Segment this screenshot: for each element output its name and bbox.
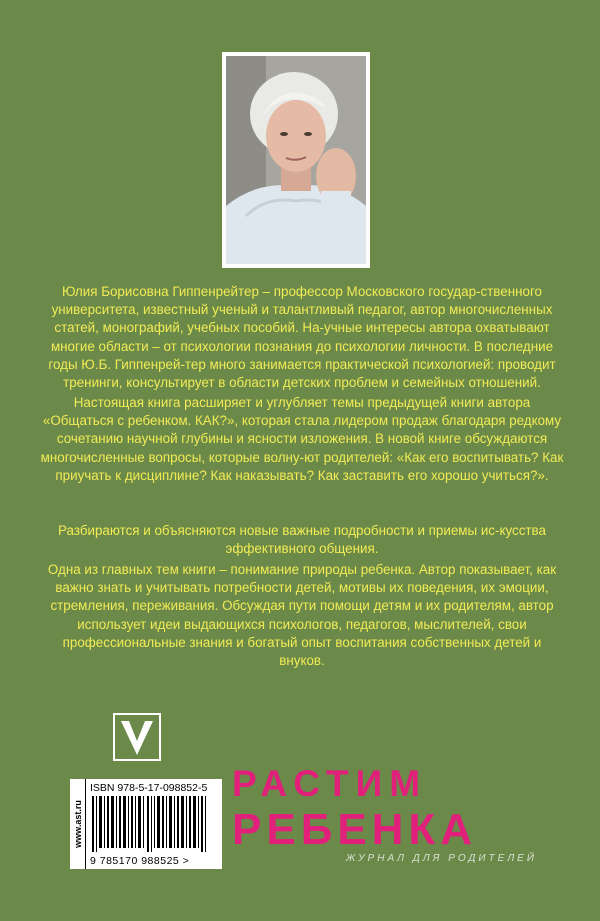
author-bio: Юлия Борисовна Гиппенрейтер – профессор Московского государ-ственного университета, известный ученый и талантливый педагог, автор многочисленных статей, монографий, учебных пособий. На-учные интересы автора охватывают многие области – от психологии познания до психологии личности. В последние годы Ю.Б. Гиппенрей-тер много занимается практической психологией: проводит тренинги, консультирует в области детских проблем и семейных отношений. [48,284,556,391]
author-photo [222,52,370,268]
barcode-digits: 9 785170 988525 > [90,855,190,867]
book-description-paragraph: Разбираются и объясняются новые важные подробности и приемы ис-кусства эффективного общения. [58,523,546,557]
v-logo-icon [113,713,161,761]
portrait-drawing [226,56,366,264]
book-description-paragraph: Настоящая книга расширяет и углубляет темы предыдущей книги автора «Общаться с ребенком. КАК?», которая стала лидером продаж благодаря редкому сочетанию научной глубины и ясности изложения. В новой книге обсуждаются многочисленные вопросы, которые волну-ют родителей: «Как его воспитывать? Как приучать к дисциплине? Как наказывать? Как заставить его хорошо учиться?». [40,395,564,483]
publisher-url: www.ast.ru [72,800,83,848]
series-subtitle: ЖУРНАЛ ДЛЯ РОДИТЕЛЕЙ [346,853,538,864]
publisher-url-label [70,779,86,869]
author-portrait-image [226,56,366,264]
series-title-line2: РЕБЕНКА [232,805,478,854]
book-description-paragraph: Одна из главных тем книги – понимание природы ребенка. Автор показывает, как важно знать и учитывать потребности детей, мотивы их поведения, их эмоции, стремления, переживания. Обсуждая пути помощи детям и их родителям, автор использует идеи выдающихся психологов, педагогов, мыслителей, свои профессиональные знания и богатый опыт воспитания собственных детей и внуков. [47,562,557,669]
barcode-icon [90,796,218,852]
series-title-line1: РАСТИМ [232,763,428,804]
isbn-label: ISBN 978-5-17-098852-5 [90,782,208,794]
